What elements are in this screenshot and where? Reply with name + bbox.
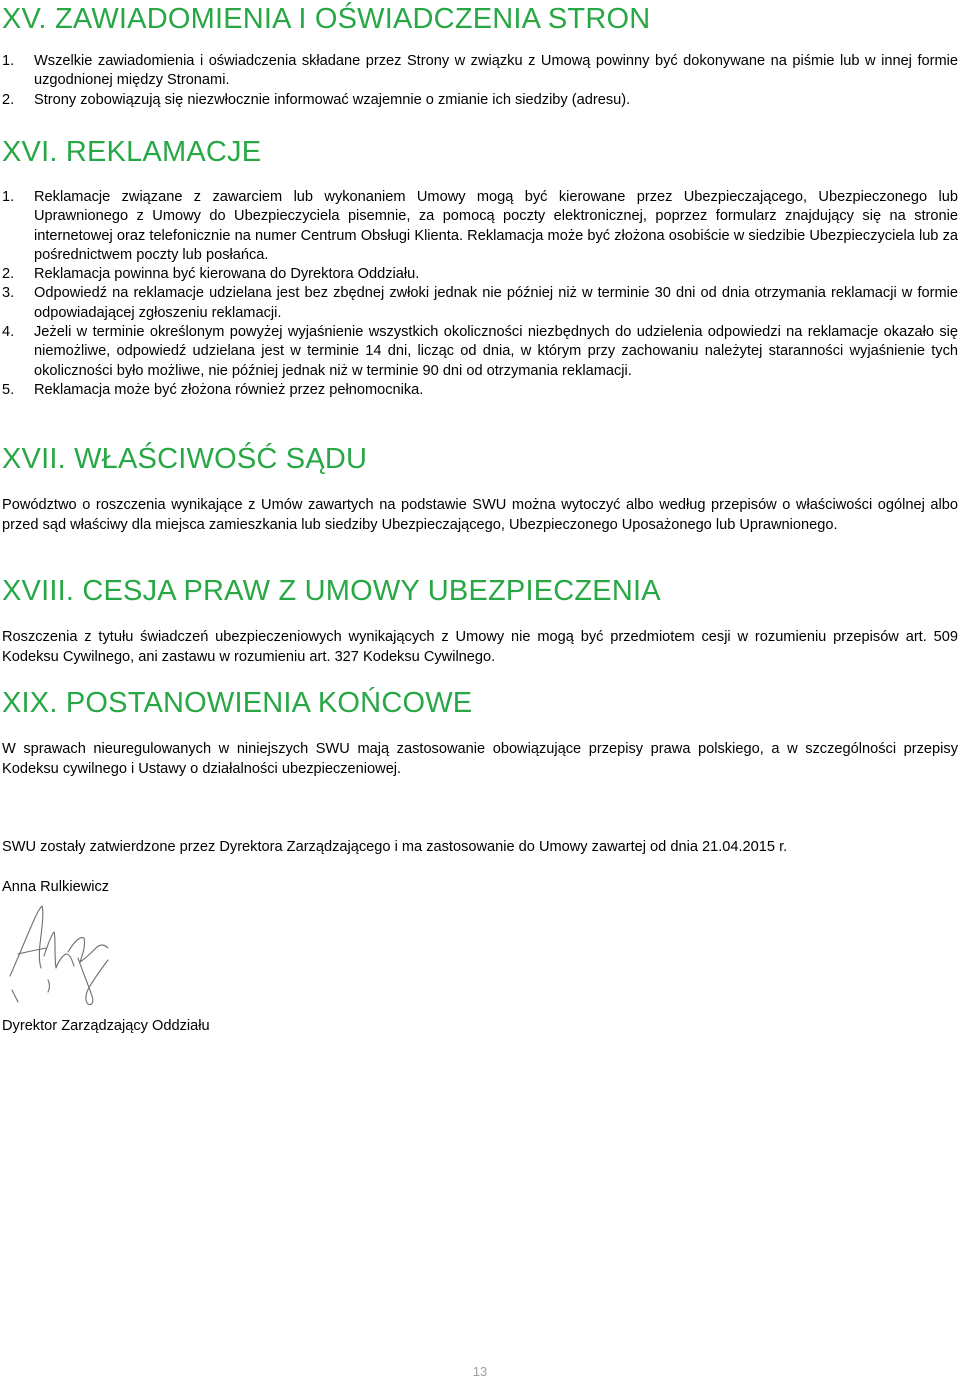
signer-name: Anna Rulkiewicz (2, 879, 110, 895)
list-item-number: 3. (2, 285, 15, 302)
section-paragraph-xix: W sprawach nieuregulowanych w niniejszych SWU mają zastosowanie obowiązujące przepisy prawa polskiego, a w szczególności przepisy Kodeksu cywilnego i Ustawy o działalności ubezpieczeniowej. (2, 741, 958, 777)
list-item-text: Wszelkie zawiadomienia i oświadczenia składane przez Strony w związku z Umową powinny być dokonywane na piśmie lub w innej formie uzgodnionej między Stronami. (34, 53, 958, 89)
approval-statement: SWU zostały zatwierdzone przez Dyrektora Zarządzającego i ma zastosowanie do Umowy zawartej od dnia 21.04.2015 r. (2, 839, 788, 855)
section-list-xv (2, 52, 958, 110)
section-heading-xv: XV. ZAWIADOMIENIA I OŚWIADCZENIA STRON (2, 3, 651, 35)
list-item-text: Reklamacja może być złożona również przez pełnomocnika. (34, 381, 424, 398)
list-item-text: Reklamacja powinna być kierowana do Dyrektora Oddziału. (34, 266, 420, 283)
list-item-number: 5. (2, 381, 15, 398)
section-list-xvi (2, 188, 958, 400)
list-item (2, 91, 958, 110)
section-paragraph-xvii: Powództwo o roszczenia wynikające z Umów zawartych na podstawie SWU można wytoczyć albo według przepisów o właściwości ogólnej albo przed sąd właściwy dla miejsca zamieszkania lub siedziby Ubezpieczającego, Ubezpieczonego Uposażonego lub Uprawnionego. (2, 497, 958, 533)
list-item (2, 381, 958, 400)
list-item-number: 4. (2, 324, 15, 341)
section-heading-xvi: XVI. REKLAMACJE (2, 136, 262, 168)
list-item-number: 2. (2, 91, 15, 108)
list-item-text: Odpowiedź na reklamacje udzielana jest bez zbędnej zwłoki jednak nie później niż w terminie 30 dni od dnia otrzymania reklamacji w formie odpowiadającej zgłoszeniu reklamacji. (34, 285, 958, 321)
page-number: 13 (472, 1364, 488, 1379)
list-item (2, 188, 958, 265)
handwritten-signature (4, 898, 119, 1010)
section-heading-xix: XIX. POSTANOWIENIA KOŃCOWE (2, 687, 473, 719)
list-item-number: 2. (2, 266, 15, 283)
list-item (2, 284, 958, 323)
signer-role: Dyrektor Zarządzający Oddziału (2, 1018, 210, 1034)
list-item (2, 52, 958, 91)
list-item (2, 323, 958, 381)
section-heading-xvii: XVII. WŁAŚCIWOŚĆ SĄDU (2, 443, 368, 475)
list-item-number: 1. (2, 189, 15, 205)
list-item-number: 1. (2, 53, 15, 69)
list-item-text: Strony zobowiązują się niezwłocznie informować wzajemnie o zmianie ich siedziby (adresu). (34, 91, 631, 108)
section-paragraph-xviii: Roszczenia z tytułu świadczeń ubezpieczeniowych wynikających z Umowy nie mogą być przedmiotem cesji w rozumieniu przepisów art. 509 Kodeksu Cywilnego, ani zastawu w rozumieniu art. 327 Kodeksu Cywilnego. (2, 629, 958, 665)
list-item-text: Reklamacje związane z zawarciem lub wykonaniem Umowy mogą być kierowane przez Ubezpieczającego, Ubezpieczonego lub Uprawnionego z Umowy do Ubezpieczyciela pisemnie, za pomocą poczty elektronicznej, poprzez formularz znajdujący się na stronie internetowej oraz telefonicznie na numer Centrum Obsługi Klienta. Reklamacja może być złożona osobiście w siedzibie Ubezpieczyciela lub za pośrednictwem poczty lub posłańca. (34, 189, 958, 263)
section-heading-xviii: XVIII. CESJA PRAW Z UMOWY UBEZPIECZENIA (2, 575, 661, 607)
list-item-text: Jeżeli w terminie określonym powyżej wyjaśnienie wszystkich okoliczności niezbędnych do udzielenia odpowiedzi na reklamacje okazało się niemożliwe, odpowiedź udzielana jest w terminie 14 dni, licząc od dnia, w którym przy zachowaniu należytej staranności wyjaśnienie tych okoliczności było możliwe, nie później jednak niż w terminie 90 dni od otrzymania reklamacji. (34, 324, 958, 379)
list-item (2, 265, 958, 284)
